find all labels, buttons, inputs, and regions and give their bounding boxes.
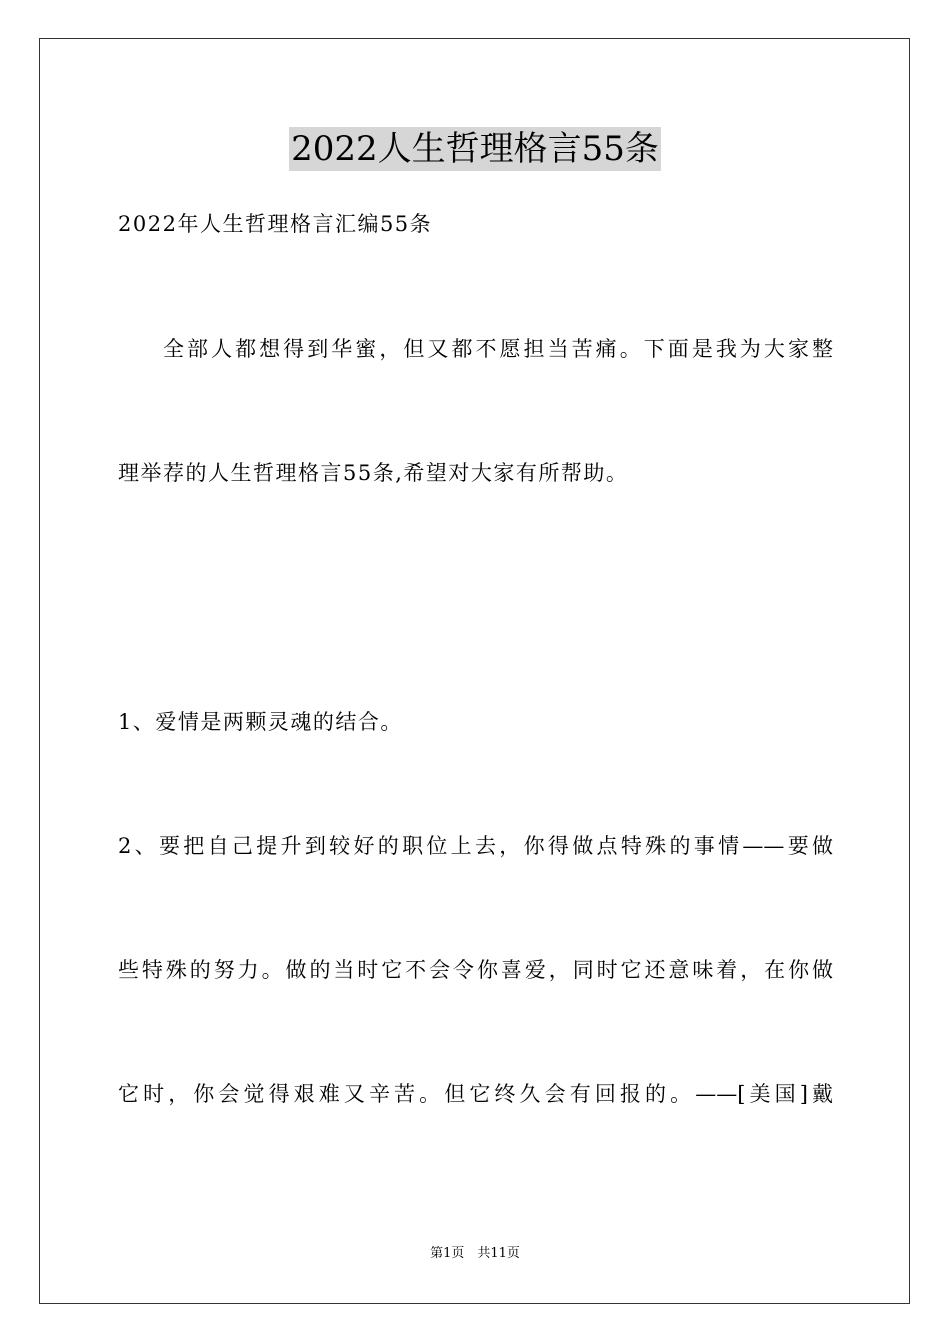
- quote-item-2-line-2: 些特殊的努力。做的当时它不会令你喜爱，同时它还意味着，在你做: [118, 958, 833, 982]
- quote-item-2-line-3: 它时，你会觉得艰难又辛苦。但它终久会有回报的。——[美国]戴: [118, 1082, 833, 1106]
- page-footer: 第1页 共11页: [430, 1246, 520, 1261]
- document-title: 2022人生哲理格言55条: [291, 129, 659, 169]
- intro-paragraph-line-1: 全部人都想得到华蜜，但又都不愿担当苦痛。下面是我为大家整: [163, 337, 833, 361]
- document-subtitle: 2022年人生哲理格言汇编55条: [118, 212, 433, 236]
- quote-item-2-line-1: 2、要把自己提升到较好的职位上去，你得做点特殊的事情——要做: [118, 834, 833, 858]
- title-container: [0, 127, 950, 171]
- quote-item-1: 1、爱情是两颗灵魂的结合。: [118, 710, 403, 734]
- intro-paragraph-line-2: 理举荐的人生哲理格言55条,希望对大家有所帮助。: [118, 461, 629, 485]
